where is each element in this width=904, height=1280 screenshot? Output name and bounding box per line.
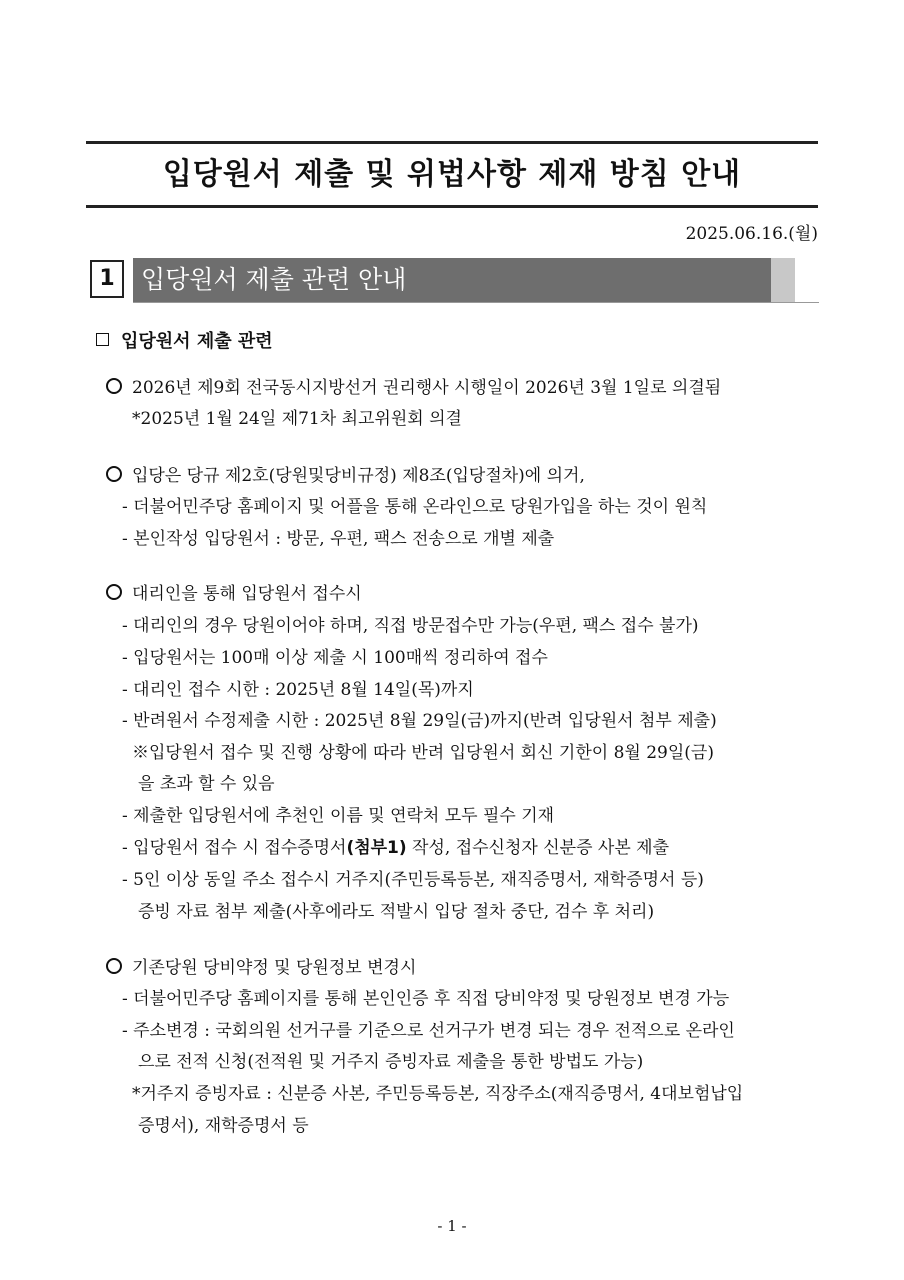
block3-item-3: - 대리인 접수 시한 : 2025년 8월 14일(목)까지: [122, 680, 474, 700]
block1-head: [106, 375, 721, 401]
block3-head: [106, 581, 362, 607]
block3-item-1: - 대리인의 경우 당원이어야 하며, 직접 방문접수만 가능(우편, 팩스 접수 불가): [122, 616, 699, 636]
block3-item-7-line1: - 5인 이상 동일 주소 접수시 거주지(주민등록등본, 재직증명서, 재학증명서 등): [122, 870, 704, 890]
block4-item-2-line1: - 주소변경 : 국회의원 선거구를 기준으로 선거구가 변경 되는 경우 전적으로 온라인: [122, 1021, 735, 1041]
circle-bullet-icon: [106, 584, 122, 600]
block3-item-5: - 제출한 입당원서에 추천인 이름 및 연락처 모두 필수 기재: [122, 806, 555, 826]
circle-bullet-icon: [106, 958, 122, 974]
title-bottom-rule: [86, 205, 818, 208]
block3-item-6-rest: 작성, 접수신청자 신분증 사본 제출: [406, 838, 669, 858]
block2-head: [106, 463, 585, 489]
block3-item-4: - 반려원서 수정제출 시한 : 2025년 8월 29일(금)까지(반려 입당원서 첨부 제출): [122, 711, 717, 731]
circle-bullet-icon: [106, 466, 122, 482]
square-bullet-icon: [96, 333, 109, 346]
block3-item-6: [122, 835, 669, 861]
block4-head-text: 기존당원 당비약정 및 당원정보 변경시: [132, 958, 417, 978]
subheading: [96, 329, 273, 355]
block2-head-text: 입당은 당규 제2호(당원및당비규정) 제8조(입당절차)에 의거,: [132, 466, 585, 486]
block4-note-line2: 증명서), 재학증명서 등: [138, 1116, 309, 1136]
circle-bullet-icon: [106, 378, 122, 394]
block1-head-text: 2026년 제9회 전국동시지방선거 권리행사 시행일이 2026년 3월 1일로 의결됨: [132, 378, 722, 398]
block4-note-line1: *거주지 증빙자료 : 신분증 사본, 주민등록등본, 직장주소(재직증명서, 4대보험납입: [132, 1084, 744, 1104]
title-top-rule: [86, 141, 818, 144]
section-title-bar: 입당원서 제출 관련 안내: [133, 258, 771, 302]
subheading-text: 입당원서 제출 관련: [121, 331, 273, 352]
block4-head: [106, 955, 416, 981]
block2-item-2: - 본인작성 입당원서 : 방문, 우편, 팩스 전송으로 개별 제출: [122, 529, 555, 549]
page-number: - 1 -: [437, 1217, 467, 1235]
block1-note: *2025년 1월 24일 제71차 최고위원회 의결: [132, 409, 462, 429]
block3-item-6-text: - 입당원서 접수 시 접수증명서: [122, 838, 347, 858]
block2-item-1: - 더불어민주당 홈페이지 및 어플을 통해 온라인으로 당원가입을 하는 것이 원칙: [122, 497, 708, 517]
section-underline: [133, 302, 819, 303]
section-number-box: 1: [90, 260, 124, 298]
block4-item-2-line2: 으로 전적 신청(전적원 및 거주지 증빙자료 제출을 통한 방법도 가능): [138, 1052, 644, 1072]
section-bar-accent: [771, 258, 795, 302]
document-title: 입당원서 제출 및 위법사항 제재 방침 안내: [162, 157, 742, 192]
block3-head-text: 대리인을 통해 입당원서 접수시: [132, 584, 362, 604]
block3-item-2: - 입당원서는 100매 이상 제출 시 100매씩 정리하여 접수: [122, 648, 548, 668]
block3-item-7-line2: 증빙 자료 첨부 제출(사후에라도 적발시 입당 절차 중단, 검수 후 처리): [138, 902, 655, 922]
block4-item-1: - 더불어민주당 홈페이지를 통해 본인인증 후 직접 당비약정 및 당원정보 변경 가능: [122, 989, 730, 1009]
document-date: 2025.06.16.(월): [685, 224, 818, 244]
attachment-reference: (첨부1): [346, 838, 407, 858]
block3-note-line1: ※입당원서 접수 및 진행 상황에 따라 반려 입당원서 회신 기한이 8월 29일(금): [132, 743, 714, 763]
block3-note-line2: 을 초과 할 수 있음: [138, 774, 275, 794]
